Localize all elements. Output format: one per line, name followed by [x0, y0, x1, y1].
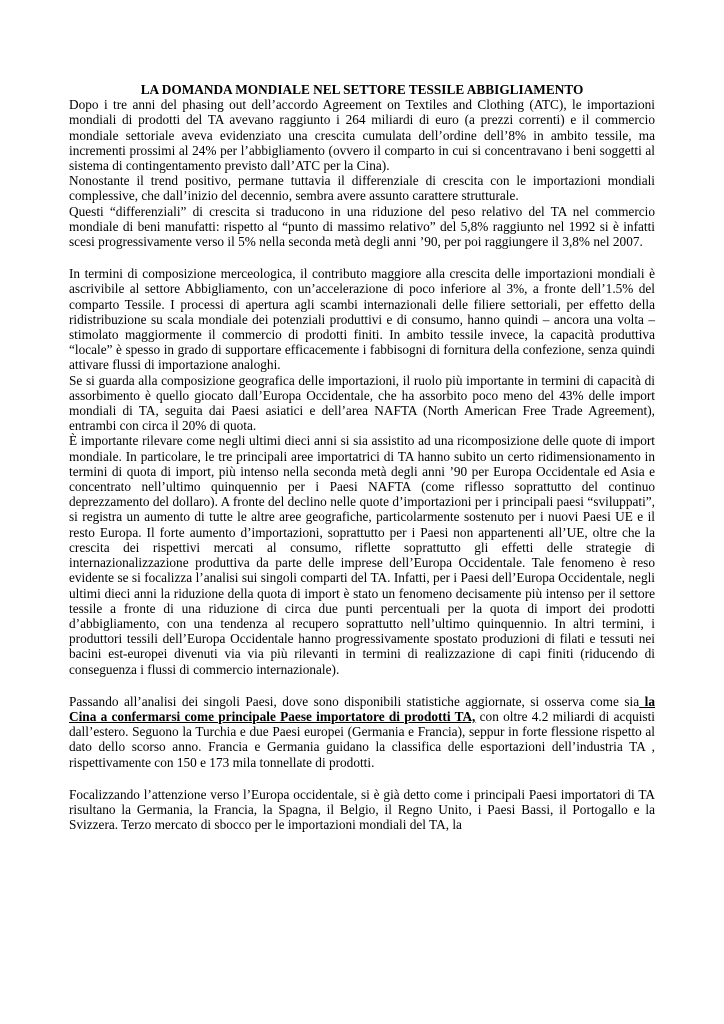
- paragraph-geography: Se si guarda alla composizione geografica delle importazioni, il ruolo più importante in termini di capacità di assorbimento è quello giocato dall’Europa Occidentale, che ha assorbito poco meno del 43% delle import mondiali di TA, seguita dai Paesi asiatici e dell’area NAFTA (North American Free Trade Agreement), entrambi con circa il 20% di quota.: [69, 372, 655, 434]
- paragraph-spacer: [69, 249, 655, 266]
- document-title: LA DOMANDA MONDIALE NEL SETTORE TESSILE ABBIGLIAMENTO: [140, 82, 584, 97]
- paragraph-relative-weight: Questi “differenziali” di crescita si traducono in una riduzione del peso relativo del TA nel commercio mondiale di beni manufatti: rispetto al “punto di massimo relativo” del 5,8% raggiunto nel 1992 si è infatti scesi progressivamente verso il 5% nella seconda metà degli anni ’90, per poi raggiungere il 3,8% nel 2007.: [69, 203, 655, 250]
- paragraph-growth-differential: Nonostante il trend positivo, permane tuttavia il differenziale di crescita con le importazioni mondiali complessive, che dall’inizio del decennio, sembra avere assunto carattere strutturale.: [69, 173, 655, 204]
- paragraph-atc-phasing-out: Dopo i tre anni del phasing out dell’accordo Agreement on Textiles and Clothing (ATC), le importazioni mondiali di prodotti del TA avevano raggiunto i 264 miliardi di euro (a prezzi correnti) e il commercio mondiale settoriale aveva evidenziato una crescita cumulata dell’ordine dell’8% in ambito tessile, ma incrementi prossimi al 24% per l’abbigliamento (ovvero il comparto in cui si concentravano i beni soggetti al sistema di contingentamento previsto dall’ATC per la Cina).: [69, 97, 655, 174]
- paragraph-import-shares: È importante rilevare come negli ultimi dieci anni si sia assistito ad una ricomposizione delle quote di import mondiale. In particolare, le tre principali aree importatrici di TA hanno subito un certo ridimensionamento in termini di quota di import, più intenso nella seconda metà degli anni ’90 per Europa Occidentale ed Asia e concentrato nell’ultimo quinquennio per i Paesi NAFTA (come riflesso soprattutto del continuo deprezzamento del dollaro). A fronte del declino nelle quote d’importazioni per i principali paesi “sviluppati”, si registra un aumento di tutte le altre aree geografiche, particolarmente sostenuto per i nuovi Paesi UE e il resto Europa. Il forte aumento d’importazioni, soprattutto per i Paesi non appartenenti all’UE, oltre che la crescita dei rispettivi mercati al consumo, riflette soprattutto gli effetti delle strategie di internazionalizzazione produttiva da parte delle imprese dell’Europa Occidentale. Tale fenomeno è reso evidente se si focalizza l’analisi sui singoli comparti del TA. Infatti, per i Paesi dell’Europa Occidentale, negli ultimi dieci anni la riduzione della quota di import è stato un fenomeno decisamente più intenso per il settore tessile a fronte di una riduzione di circa due punti percentuali per la quota di import dei prodotti d’abbigliamento, con una tendenza al recupero soprattutto nell’ultimo quinquennio. In altri termini, i produttori tessili dell’Europa Occidentale hanno progressivamente spostato produzioni di filati e tessuti nei bacini est-europei divenuti via via più rilevanti in termini di realizzazione di capi finiti (riducendo di conseguenza i flussi di commercio internazionale).: [69, 433, 655, 677]
- countries-text-before: Passando all’analisi dei singoli Paesi, dove sono disponibili statistiche aggiornate, si osserva come sia: [69, 693, 640, 709]
- countries-text-after: con oltre 4.2 miliardi di acquisti dall’estero. Seguono la Turchia e due Paesi europei (Germania e Francia), seppur in forte flessione rispetto al dato dello scorso anno. Francia e Germania guidano la classifica delle esportazioni dell’industria TA , rispettivamente con 150 e 173 mila tonnellate di prodotti.: [69, 708, 655, 770]
- paragraph-spacer: [69, 677, 655, 694]
- paragraph-spacer: [69, 770, 655, 787]
- paragraph-countries: [69, 694, 655, 770]
- china-highlight: la Cina a confermarsi come principale Paese importatore di prodotti TA,: [69, 693, 655, 724]
- document-page: [69, 82, 655, 832]
- paragraph-western-europe: Focalizzando l’attenzione verso l’Europa occidentale, si è già detto come i principali Paesi importatori di TA risultano la Germania, la Francia, la Spagna, il Belgio, il Regno Unito, i Paesi Bassi, il Portogallo e la Svizzera. Terzo mercato di sbocco per le importazioni mondiali del TA, la: [69, 786, 655, 833]
- paragraph-composition: In termini di composizione merceologica, il contributo maggiore alla crescita delle importazioni mondiali è ascrivibile al settore Abbigliamento, con un’accelerazione di poco inferiore al 3%, a fronte dell’1.5% del comparto Tessile. I processi di apertura agli scambi internazionali delle filiere settoriali, per effetto della ridistribuzione su scala mondiale dei potenziali produttivi e di consumo, hanno quindi – ancora una volta – stimolato maggiormente il commercio di prodotti finiti. In ambito tessile invece, la capacità produttiva “locale” è spesso in grado di supportare efficacemente i fabbisogni di fornitura della confezione, senza quindi attivare flussi di importazione analoghi.: [69, 266, 655, 373]
